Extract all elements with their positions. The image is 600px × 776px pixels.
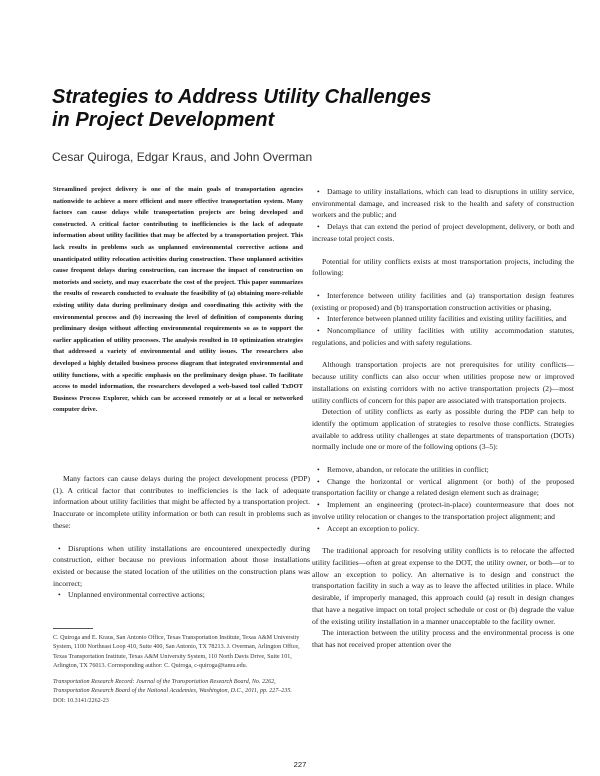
detection-paragraph: Detection of utility conflicts as early as possible during the PDP can help to identify the optimum application of strategies to resolve those conflicts. Strategies available to address utility challenges at state departments of transportation (DOTs) normally include one or more of the following options (3–5): [312, 407, 574, 452]
list-item: • Disruptions when utility installations are encountered unexpectedly during construction, either because no previous information about those installations existed or because the stated location of the utilities on the construction plans was incorrect; [53, 543, 310, 590]
footnote-block [53, 634, 310, 706]
title-line-2: in Project Development [52, 109, 275, 131]
left-column [53, 473, 310, 601]
author-list: Cesar Quiroga, Edgar Kraus, and John Overman [52, 150, 313, 164]
list-item: • Interference between utility facilities and (a) transportation design features (existing or proposed) and (b) transportation construction activities or phasing, [312, 290, 574, 313]
traditional-approach-paragraph: The traditional approach for resolving utility conflicts is to relocate the affected utility facilities—often at great expense to the DOT, the utility owner, or both—or to allow an exception to policy. An alternative is to design and construct the transportation facility in such a way as to leave the affected utilities in place. While desirable, if improperly managed, this approach could (a) result in design changes that have a negative impact on total project schedule or cost or (b) degrade the value of the existing utility installation in a manner unacceptable to the facility owner. [312, 546, 574, 626]
list-item: • Accept an exception to policy. [312, 523, 574, 535]
author-affiliation: C. Quiroga and E. Kraus, San Antonio Office, Texas Transportation Institute, Texas A&M University System, 1100 Northeast Loop 410, Suite 400, San Antonio, TX 78213. J. Overman, Arlington Office, Texas Transportation Institute, Texas A&M University System, 110 North Davis Drive, Suite 101, Arlington, TX 76013. Corresponding author: C. Quiroga, c-quiroga@tamu.edu. [53, 635, 300, 669]
abstract: Streamlined project delivery is one of the main goals of transportation agencies nationwide to achieve a more efficient and more effective transportation system. Many factors can cause delays while transportation projects are being developed and constructed. A critical factor contributing to inefficiencies is the lack of adequate information about utility facilities that may be affected by a transportation project. This lack results in problems such as unplanned environmental corrective actions and unanticipated utility relocation activities during construction. These unplanned activities cause frequent delays during construction, can increase the impact of construction on motorists and society, and may exacerbate the cost of the project. This paper summarizes the results of research conducted to evaluate the feasibility of (a) obtaining more-reliable existing utility data during preliminary design and coordinating this activity with the environmental process and (b) increasing the level of definition of components during preliminary design without affecting environmental requirements so as to support the earlier application of utility processes. The analysis resulted in 10 optimization strategies that addressed a variety of environmental and utility issues. The researchers also developed a highly detailed business process diagram that integrated environmental and utility functions, with a specific emphasis on the preliminary design phase. To facilitate access to model information, the researchers developed a web-based tool called TxDOT Business Process Explorer, which can be accessed remotely or at a local or networked computer drive. [53, 186, 303, 414]
footnote-rule [53, 628, 93, 629]
title-line-1: Strategies to Address Utility Challenges [52, 86, 432, 108]
prerequisite-paragraph: Although transportation projects are not prerequisites for utility conflicts—because utility conflicts can also occur when utilities propose new or improved installations on existing corridors with no active transportation projects (2)—most utility conflicts of concern for this paper are associated with transportation projects. [312, 360, 574, 405]
intro-paragraph: Many factors can cause delays during the project development process (PDP) (1). A critical factor that contributes to inefficiencies is the lack of adequate information about utility facilities that might be affected by a transportation project. Inaccurate or incomplete utility information or both can result in problems such as these: [53, 474, 310, 530]
list-item: • Unplanned environmental corrective actions; [53, 589, 310, 601]
list-item: • Remove, abandon, or relocate the utilities in conflict; [312, 464, 574, 476]
list-item: • Implement an engineering (protect-in-place) countermeasure that does not involve utility relocation or changes to the transportation project alignment; and [312, 499, 574, 522]
doi: DOI: 10.3141/2262-23 [53, 697, 109, 704]
interaction-paragraph: The interaction between the utility process and the environmental process is one that has not received proper attention over the [312, 628, 574, 649]
list-item: • Change the horizontal or vertical alignment (or both) of the proposed transportation facility or change a related design element such as drainage; [312, 476, 574, 499]
list-item: • Interference between planned utility facilities and existing utility facilities, and [312, 313, 574, 325]
paper-title [52, 86, 552, 132]
page-number: 227 [293, 760, 307, 769]
conflicts-paragraph: Potential for utility conflicts exists at most transportation projects, including the following: [312, 256, 574, 278]
list-item: • Delays that can extend the period of project development, delivery, or both and increase total project costs. [312, 221, 574, 244]
citation: Transportation Research Record: Journal of the Transportation Research Board, No. 2262, Transportation Research Board of the National Academies, Washington, D.C., 2011, pp. 227–235. [53, 679, 292, 695]
list-item: • Damage to utility installations, which can lead to disruptions in utility service, environmental damage, and increased risk to the health and safety of construction workers and the public; and [312, 186, 574, 221]
list-item: • Noncompliance of utility facilities with utility accommodation statutes, regulations, and policies and with safety regulations. [312, 325, 574, 348]
right-column [312, 186, 574, 651]
